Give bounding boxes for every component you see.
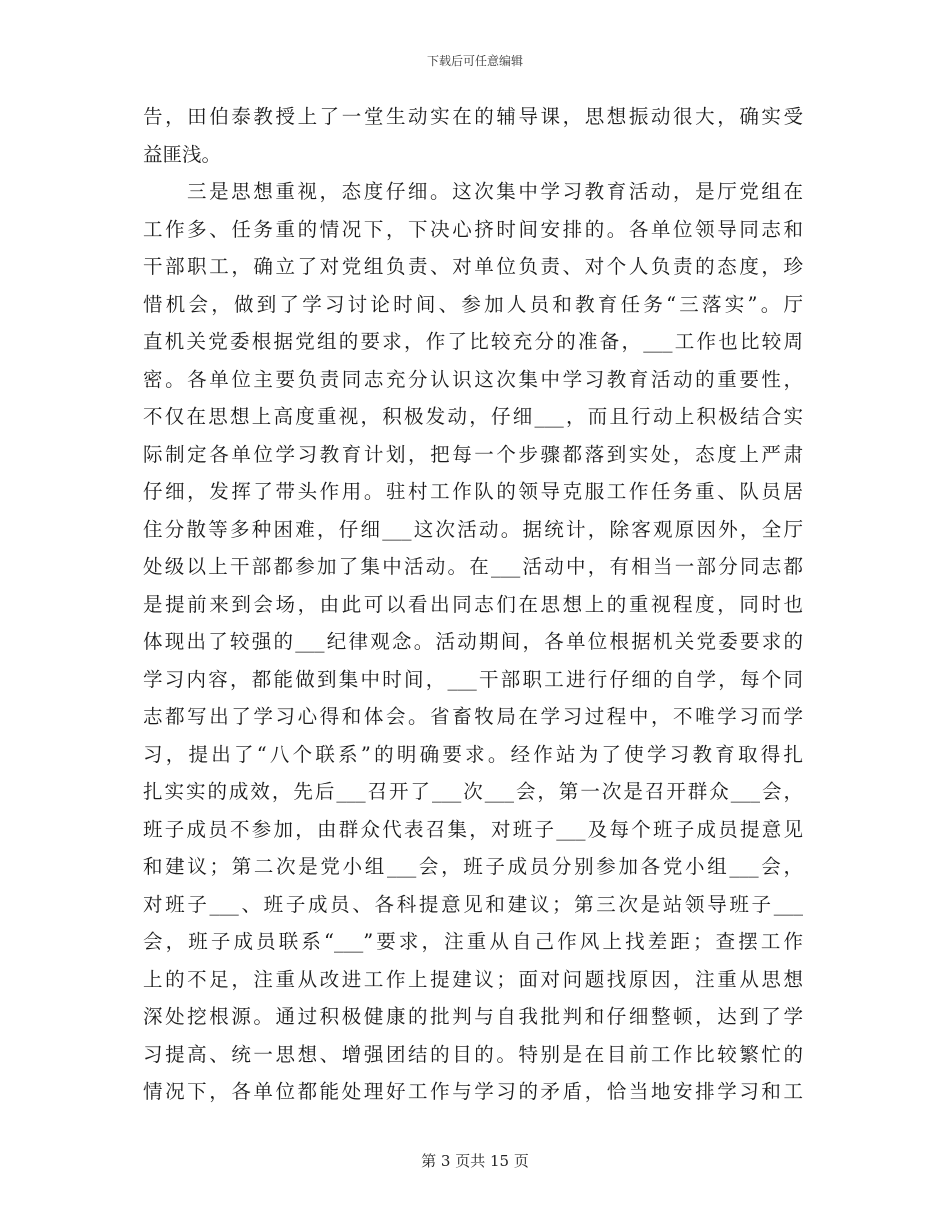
text-line: 体现出了较强的___纪律观念。活动期间，各单位根据机关党委要求的 bbox=[143, 630, 803, 653]
text-line: 密。各单位主要负责同志充分认识这次集中学习教育活动的重要性， bbox=[143, 367, 803, 391]
text-line: 深处挖根源。通过积极健康的批判与自我批判和仔细整顿，达到了学 bbox=[143, 1005, 803, 1028]
text-line: 扎实实的成效，先后___召开了___次___会，第一次是召开群众___会， bbox=[143, 780, 803, 803]
text-line: 惜机会，做到了学习讨论时间、参加人员和教育任务“三落实”。厅 bbox=[143, 292, 803, 316]
text-line: 班子成员不参加，由群众代表召集，对班子___及每个班子成员提意见 bbox=[143, 817, 803, 841]
text-line: 上的不足，注重从改进工作上提建议；面对问题找原因，注重从思想 bbox=[143, 967, 803, 991]
text-line: 际制定各单位学习教育计划，把每一个步骤都落到实处，态度上严肃 bbox=[143, 442, 803, 466]
paragraph bbox=[143, 98, 803, 173]
text-line: 干部职工，确立了对党组负责、对单位负责、对个人负责的态度，珍 bbox=[143, 255, 803, 278]
text-line: 工作多、任务重的情况下，下决心挤时间安排的。各单位领导同志和 bbox=[143, 217, 803, 241]
text-line: 对班子___、班子成员、各科提意见和建议；第三次是站领导班子___ bbox=[143, 892, 803, 916]
page-number: 第 3 页共 15 页 bbox=[421, 1152, 529, 1170]
text-line: 益匪浅。 bbox=[143, 142, 222, 166]
text-line: 住分散等多种困难，仔细___这次活动。据统计，除客观原因外，全厅 bbox=[143, 517, 803, 541]
text-line: 情况下，各单位都能处理好工作与学习的矛盾，恰当地安排学习和工 bbox=[143, 1080, 803, 1103]
page-header: 下载后可任意编辑 bbox=[426, 54, 523, 68]
text-line: 三是思想重视，态度仔细。这次集中学习教育活动，是厅党组在 bbox=[187, 180, 803, 203]
text-line: 志都写出了学习心得和体会。省畜牧局在学习过程中，不唯学习而学 bbox=[143, 705, 803, 728]
text-line: 仔细，发挥了带头作用。驻村工作队的领导克服工作任务重、队员居 bbox=[143, 480, 803, 503]
text-line: 直机关党委根据党组的要求，作了比较充分的准备，___工作也比较周 bbox=[143, 330, 803, 353]
text-line: 和建议；第二次是党小组___会，班子成员分别参加各党小组___会， bbox=[143, 855, 803, 878]
text-line: 会，班子成员联系“___”要求，注重从自己作风上找差距；查摆工作 bbox=[143, 930, 803, 953]
text-line: 不仅在思想上高度重视，积极发动，仔细___，而且行动上积极结合实 bbox=[143, 405, 803, 428]
text-line: 告，田伯泰教授上了一堂生动实在的辅导课，思想振动很大，确实受 bbox=[143, 105, 803, 128]
text-line: 习，提出了“八个联系”的明确要求。经作站为了使学习教育取得扎 bbox=[143, 742, 803, 766]
text-line: 习提高、统一思想、增强团结的目的。特别是在目前工作比较繁忙的 bbox=[143, 1042, 803, 1066]
text-line: 是提前来到会场，由此可以看出同志们在思想上的重视程度，同时也 bbox=[143, 592, 803, 616]
paragraph bbox=[143, 173, 803, 1111]
document-body bbox=[143, 98, 803, 1111]
text-line: 处级以上干部都参加了集中活动。在___活动中，有相当一部分同志都 bbox=[143, 555, 803, 578]
text-line: 学习内容，都能做到集中时间，___干部职工进行仔细的自学，每个同 bbox=[143, 667, 803, 691]
